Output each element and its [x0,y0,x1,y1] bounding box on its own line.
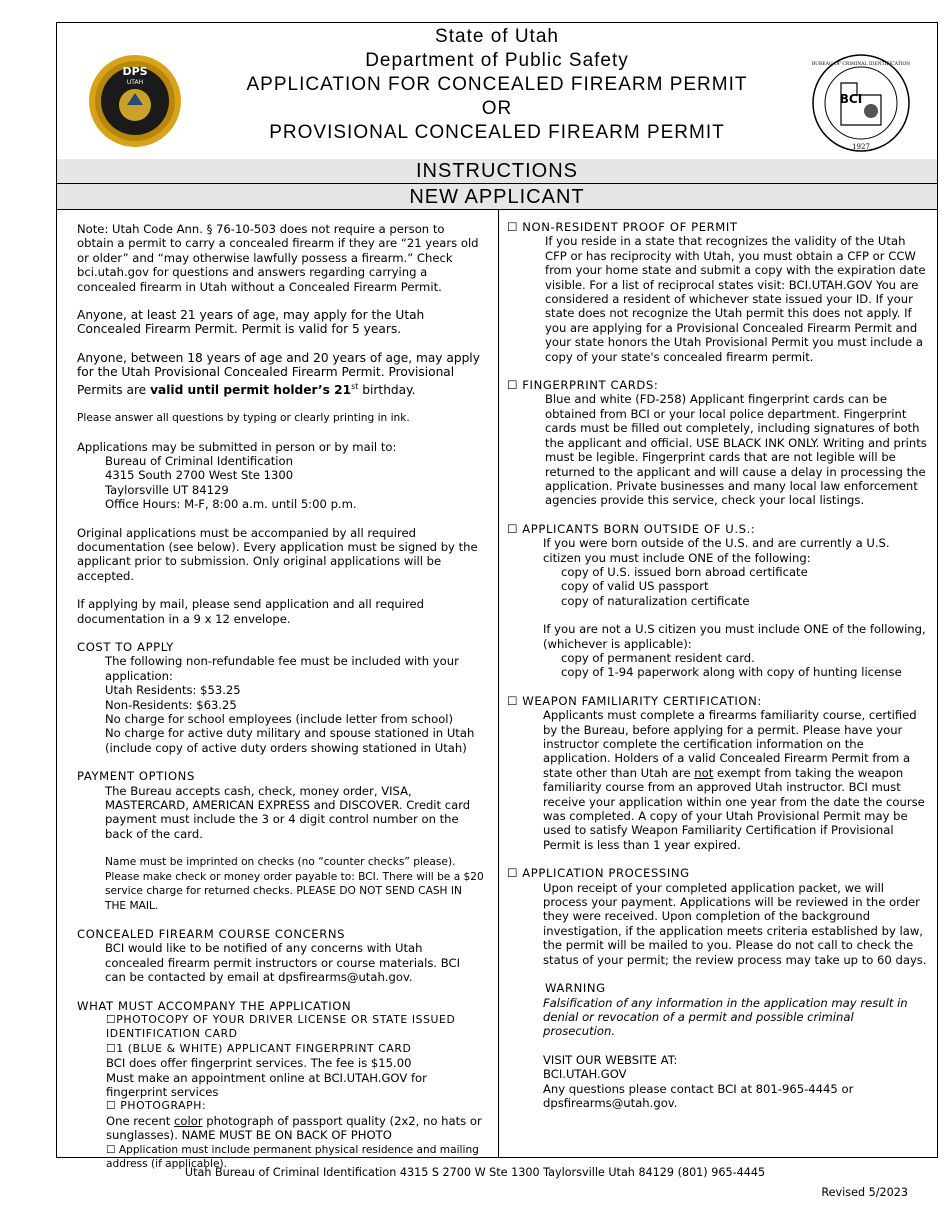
note-paragraph: Note: Utah Code Ann. § 76-10-503 does not require a person to obtain a permit to carry a concealed firearm if they are “21 years old or older” and “may otherwise lawfully possess a firearm.” Check bci.utah.gov for questions and answers regarding carrying a concealed firearm in Utah without a Concealed Firearm Permit. [77,222,479,294]
born-noncitizen-text: If you are not a U.S citizen you must include ONE of the following, (whichever is applicable): [543,622,926,651]
noncitizen-option-1: copy of permanent resident card. [561,650,755,665]
state-title: State of Utah [435,26,559,47]
born-citizen-text: If you were born outside of the U.S. and are currently a U.S. citizen you must include ONE of the following: [543,536,890,565]
course-section [77,941,484,984]
original-paragraph: Original applications must be accompanied by all required documentation (see below). Every application must be signed by the applicant prior to submission. Only original applications will be accepted. [77,525,478,583]
fingerprint-heading: ☐ FINGERPRINT CARDS: [507,378,659,393]
application-title: APPLICATION FOR CONCEALED FIREARM PERMIT [246,74,748,95]
visit-website: BCI.UTAH.GOV [543,1067,627,1082]
age-18-text-a: Anyone, between 18 years of age and 20 years of age, may apply for the Utah Provisional Concealed Firearm Permit. Provisional Permits are [77,350,480,397]
address-line-1: Bureau of Criminal Identification [105,453,293,468]
please-paragraph: Please answer all questions by typing or clearly printing in ink. [77,412,410,425]
photo-text-c: photograph of passport quality (2x2, no hats or sunglasses). NAME MUST BE ON BACK OF PHOTO [106,1113,482,1143]
cost-section [77,654,484,755]
cost-intro: The following non-refundable fee must be included with your application: [105,654,459,683]
fingerprint-appointment: Must make an appointment online at BCI.UTAH.GOV for fingerprint services [106,1070,427,1099]
cost-utah-residents: Utah Residents: $53.25 [105,683,241,698]
header-title [207,25,787,145]
course-text: BCI would like to be notified of any concerns with Utah concealed firearm permit instructors or course materials. BCI can be contacted by email at dpsfirearms@utah.gov. [105,941,461,985]
born-outside-heading: ☐ APPLICANTS BORN OUTSIDE OF U.S.: [507,521,756,536]
noncitizen-option-2: copy of 1-94 paperwork along with copy of hunting license [561,665,902,680]
photo-text-a: One recent [106,1113,175,1128]
req-driver-license: ☐PHOTOCOPY OF YOUR DRIVER LICENSE OR STATE ISSUED IDENTIFICATION CARD [106,1012,456,1041]
cost-non-residents: Non-Residents: $63.25 [105,697,237,712]
warning-text: Falsification of any information in the application may result in denial or revocation of a permit and possible criminal prosecution. [543,995,908,1039]
age-18-text-c: birthday. [358,382,416,397]
bci-seal-logo [811,53,911,153]
dps-logo-sub: UTAH [126,79,144,86]
bci-logo-ring: BUREAU OF CRIMINAL IDENTIFICATION [811,62,911,67]
visit-heading: VISIT OUR WEBSITE AT: [543,1052,678,1067]
photo-text-color: color [174,1113,203,1128]
born-option-2: copy of valid US passport [561,579,709,594]
address-line-2: 4315 South 2700 West Ste 1300 [105,468,294,483]
warning-heading: WARNING [545,981,606,996]
bci-address [77,454,484,512]
revised-date: Revised 5/2023 [821,1186,908,1199]
req-photograph: ☐ PHOTOGRAPH: [106,1099,207,1113]
fingerprint-section [507,392,929,507]
photograph-details [106,1114,484,1143]
submit-paragraph: Applications may be submitted in person or by mail to: [77,439,397,454]
address-line-3: Taylorsville UT 84129 [105,482,229,497]
born-option-3: copy of naturalization certificate [561,593,750,608]
document-frame [56,22,938,1170]
born-option-1: copy of U.S. issued born abroad certificate [561,564,808,579]
what-section [77,1013,484,1171]
wf-text-a: Applicants must complete a firearms familiarity course, certified by the Bureau, before applying for a permit. Please have your instructor complete the certification information on the application. Holders of a valid Concealed Firearm Permit from a state other than Utah are [543,708,917,780]
right-column [499,210,939,1157]
wf-text-b: exempt from taking the weapon familiarity course from an approved Utah instructor. BCI must receive your application within one year from the date the course was completed. A copy of your Utah Provisional Permit may be used to satisfy Weapon Familiarity Certification if Provisional Permit is less than 1 year expired. [543,765,925,852]
processing-heading: ☐ APPLICATION PROCESSING [507,866,690,881]
payment-methods: The Bureau accepts cash, check, money order, VISA, MASTERCARD, AMERICAN EXPRESS and DISCOVER. Credit card payment must include the 3 or 4 digit control number on the back of the card. [105,783,471,841]
age-18-sup: st [351,381,359,391]
age-18-paragraph [77,351,484,397]
fingerprint-text: Blue and white (FD-258) Applicant fingerprint cards can be obtained from BCI or your local police department. Fingerprint cards must be filled out completely, including signatures of both the applicant and official. USE BLACK INK ONLY. Writing and prints must be legible. Fingerprint cards that are not legible will be returned to the applicant and will cause a delay in processing the application. Private businesses and many local law enforcement agencies provide this service, check your local listings. [545,392,927,508]
processing-text: Upon receipt of your completed application packet, we will process your payment. Applications will be reviewed in the order they were received. Upon completion of the background investigation, if the application meets criteria established by law, the permit will be mailed to you. Please do not call to check the status of your permit; the review process may take up to 60 days. [543,880,927,967]
visit-contact: Any questions please contact BCI at 801-965-4445 or dpsfirearms@utah.gov. [543,1081,854,1110]
cost-school: No charge for school employees (include letter from school) [105,712,454,727]
department-title: Department of Public Safety [365,50,629,71]
payment-heading: PAYMENT OPTIONS [77,769,195,784]
born-outside-section [507,536,929,680]
nonresident-section [507,234,929,364]
office-hours: Office Hours: M-F, 8:00 a.m. until 5:00 p.m. [105,497,357,512]
req-fingerprint-card: ☐1 (BLUE & WHITE) APPLICANT FINGERPRINT CARD [106,1041,412,1055]
mail-paragraph: If applying by mail, please send application and all required documentation in a 9 x 12 envelope. [77,597,425,626]
weapon-familiarity-heading: ☐ WEAPON FAMILIARITY CERTIFICATION: [507,693,762,708]
bci-logo-text: BCI [839,92,863,106]
what-heading: WHAT MUST ACCOMPANY THE APPLICATION [77,998,352,1013]
weapon-familiarity-text [543,708,929,852]
footer-address: Utah Bureau of Criminal Identification 4315 S 2700 W Ste 1300 Taylorsville Utah 84129 (801) 965-4445 [184,1166,766,1179]
age-21-paragraph: Anyone, at least 21 years of age, may apply for the Utah Concealed Firearm Permit. Permit is valid for 5 years. [77,308,425,337]
course-heading: CONCEALED FIREARM COURSE CONCERNS [77,926,346,941]
nonresident-text: If you reside in a state that recognizes the validity of the Utah CFP or has reciprocity with Utah, you must obtain a CFP or CCW from your home state and submit a copy with the expiration date visible. For a list of reciprocal states visit: BCI.UTAH.GOV You are considered a resident of whichever state issued your ID. If your state does not recognize the Utah permit this does not apply. If you are applying for a Provisional Concealed Firearm Permit and your state honors the Utah Provisional Permit you must include a copy of your state's concealed firearm permit. [545,234,926,364]
wf-text-not: not [694,765,714,780]
new-applicant-bar: NEW APPLICANT [57,184,937,210]
nonresident-heading: ☐ NON-RESIDENT PROOF OF PERMIT [507,220,738,234]
payment-checks: Name must be imprinted on checks (no “counter checks” please). Please make check or money order payable to: BCI. There will be a $20 service charge for returned checks. PLEASE DO NOT SEND CASH IN THE MAIL. [105,856,484,912]
cost-military: No charge for active duty military and spouse stationed in Utah (include copy of active duty orders showing stationed in Utah) [105,726,475,755]
header [57,23,937,160]
fingerprint-fee: BCI does offer fingerprint services. The fee is $15.00 [106,1056,412,1071]
payment-section [77,784,484,913]
or-title: OR [481,98,513,119]
left-column [57,210,499,1170]
cost-heading: COST TO APPLY [77,640,174,654]
weapon-familiarity-section [507,708,929,852]
provisional-title: PROVISIONAL CONCEALED FIREARM PERMIT [269,122,725,143]
dps-badge-logo [87,53,183,149]
req-address: ☐ Application must include permanent physical residence and mailing address (if applicable). [106,1143,479,1170]
age-18-text-b: valid until permit holder’s 21 [150,382,352,397]
bci-logo-year: 1927 [852,143,870,151]
processing-section [507,881,929,1111]
instructions-bar: INSTRUCTIONS [57,159,937,184]
dps-logo-text: DPS [122,65,148,78]
